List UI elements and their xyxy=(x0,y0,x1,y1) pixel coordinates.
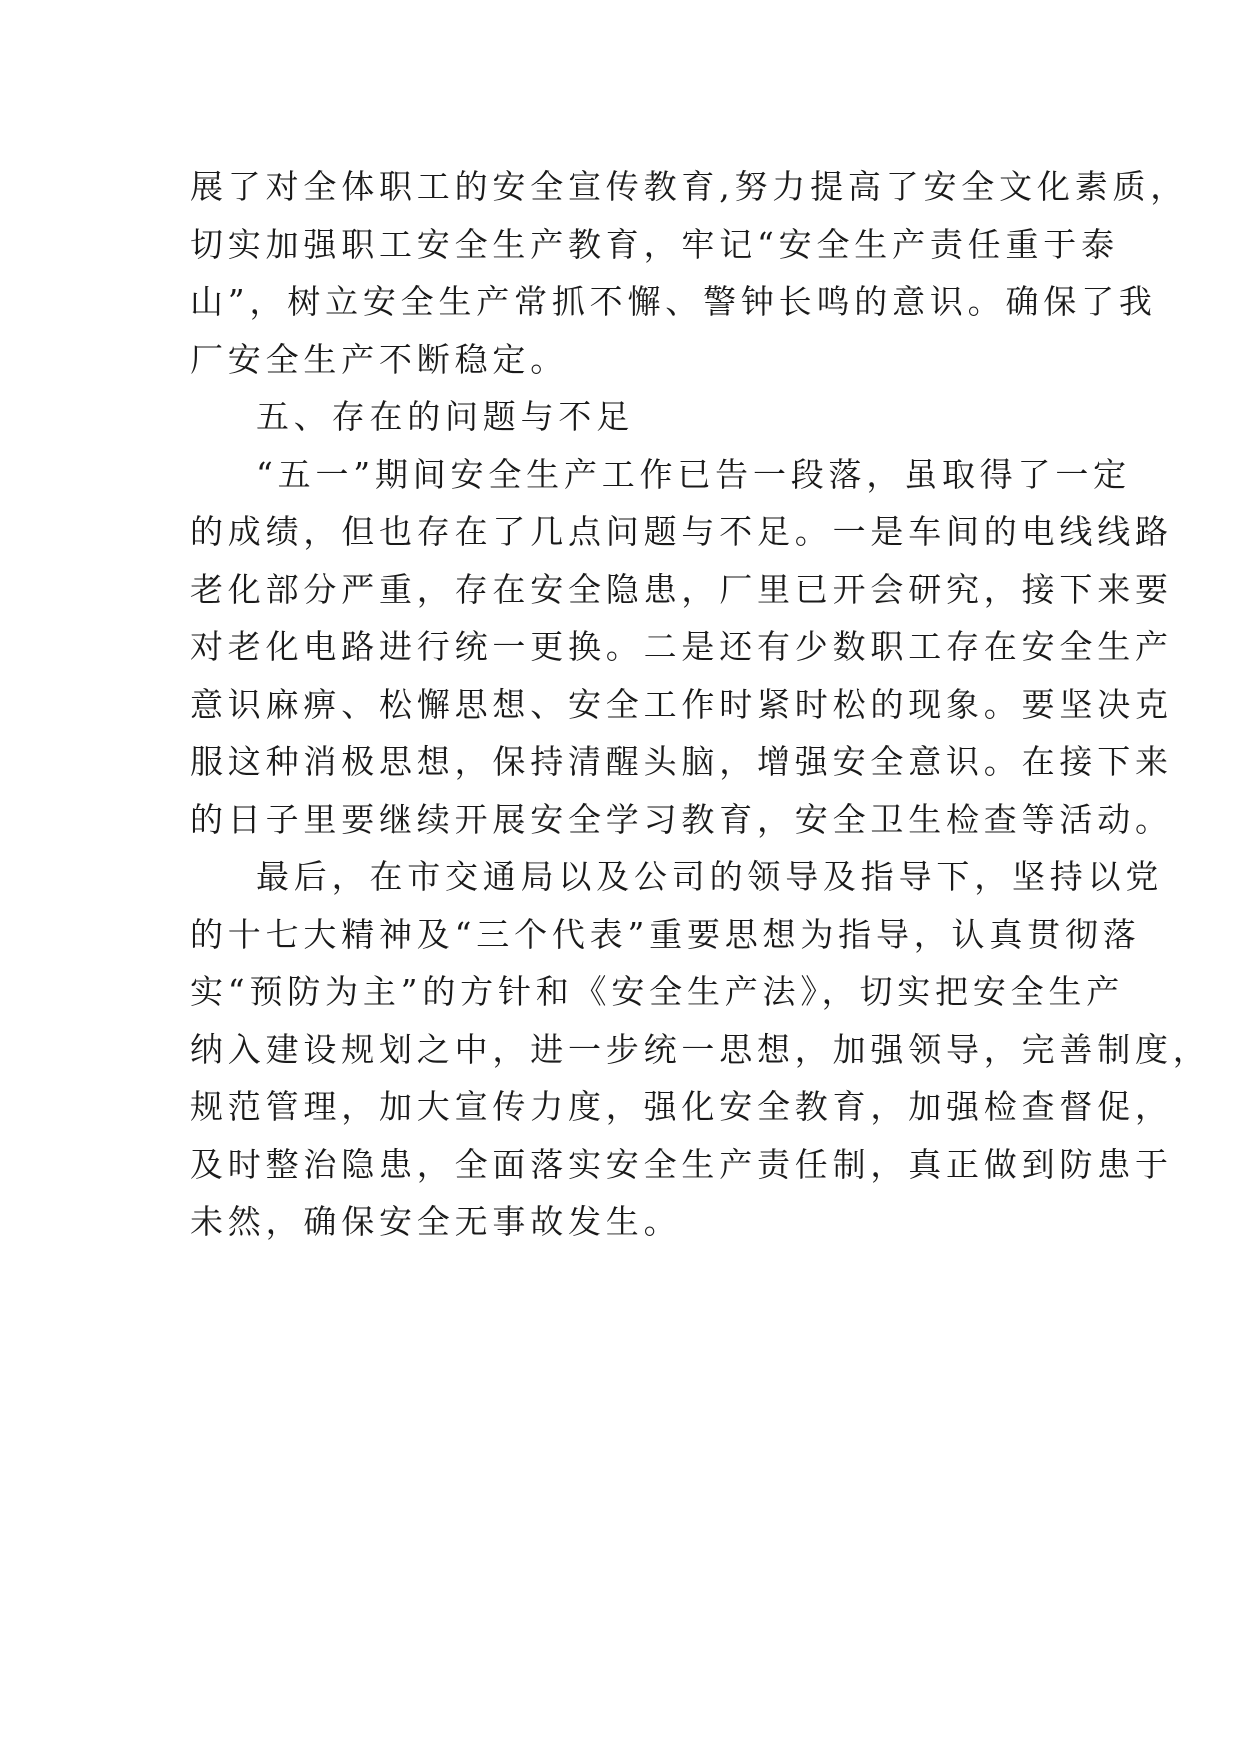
text-line: 对老化电路进行统一更换。二是还有少数职工存在安全生产 xyxy=(190,627,1173,666)
text-line: 的日子里要继续开展安全学习教育，安全卫生检查等活动。 xyxy=(190,799,1173,839)
text-line: “五一”期间安全生产工作已告一段落，虽取得了一定 xyxy=(256,454,1131,494)
text-line: 意识麻痹、松懈思想、安全工作时紧时松的现象。要坚决克 xyxy=(190,684,1173,724)
text-line: 规范管理，加大宣传力度，强化安全教育，加强检查督促， xyxy=(190,1087,1173,1126)
text-line: 的十七大精神及“三个代表”重要思想为指导，认真贯彻落 xyxy=(190,914,1141,954)
text-line: 服这种消极思想，保持清醒头脑，增强安全意识。在接下来 xyxy=(190,742,1173,781)
text-line: 实“预防为主”的方针和《安全生产法》，切实把安全生产 xyxy=(190,972,1125,1011)
text-line: 切实加强职工安全生产教育，牢记“安全生产责任重于泰 xyxy=(190,224,1119,264)
text-line: 纳入建设规划之中，进一步统一思想，加强领导，完善制度， xyxy=(190,1029,1211,1069)
text-line: 展了对全体职工的安全宣传教育,努力提高了安全文化素质， xyxy=(190,167,1189,206)
text-line: 未然，确保安全无事故发生。 xyxy=(190,1202,682,1241)
section-heading: 五、存在的问题与不足 xyxy=(256,397,634,436)
document-body xyxy=(190,158,1211,1251)
text-line: 最后，在市交通局以及公司的领导及指导下，坚持以党 xyxy=(256,857,1164,896)
text-line: 及时整治隐患，全面落实安全生产责任制，真正做到防患于 xyxy=(190,1144,1173,1184)
text-line: 老化部分严重，存在安全隐患，厂里已开会研究，接下来要 xyxy=(190,569,1173,609)
text-line: 山”，树立安全生产常抓不懈、警钟长鸣的意识。确保了我 xyxy=(190,282,1157,321)
text-line: 的成绩，但也存在了几点问题与不足。一是车间的电线线路 xyxy=(190,512,1173,551)
text-line: 厂安全生产不断稳定。 xyxy=(190,339,568,379)
